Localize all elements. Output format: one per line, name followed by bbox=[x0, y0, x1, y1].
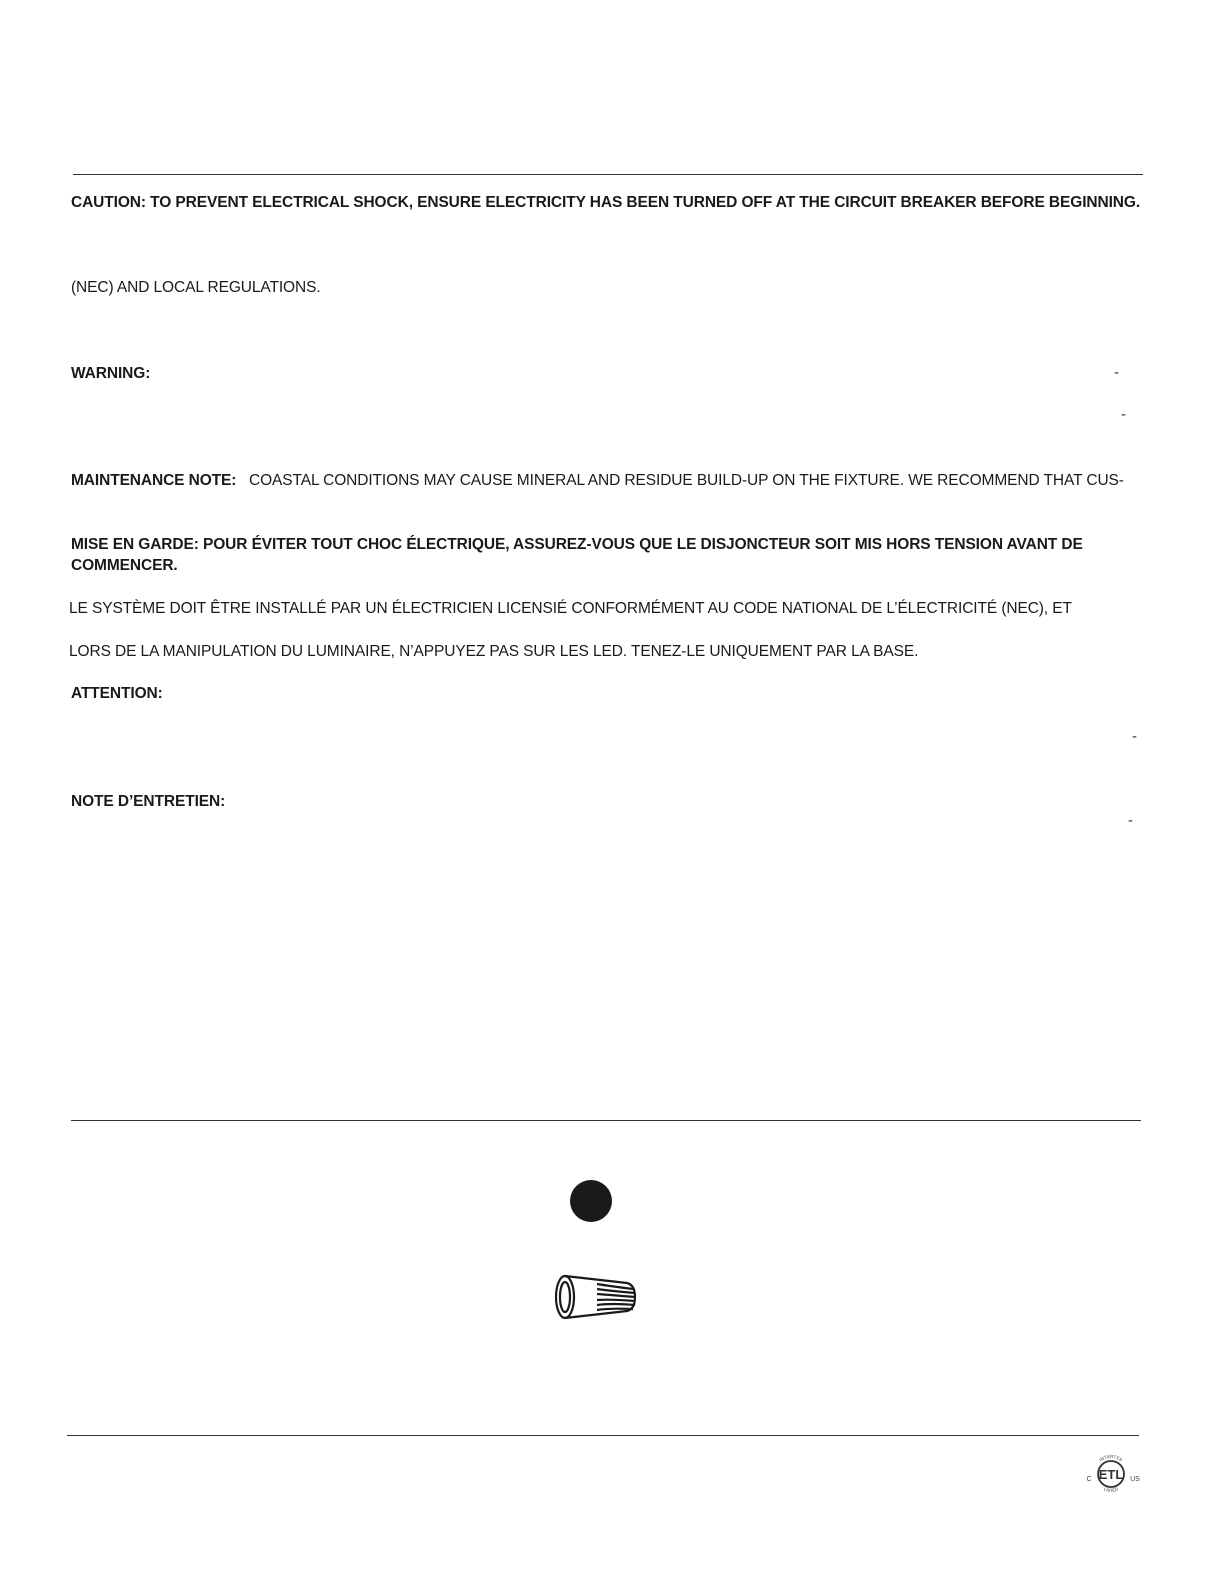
maintenance-label: MAINTENANCE NOTE: bbox=[71, 472, 237, 489]
hyphen-mark: - bbox=[1114, 364, 1119, 381]
etl-arc-bottom: LISTED bbox=[1103, 1486, 1119, 1494]
black-circle-hardware-icon bbox=[566, 1176, 616, 1226]
caution-fr-line2: COMMENCER. bbox=[71, 557, 178, 574]
hyphen-mark: - bbox=[1132, 728, 1137, 745]
note-fr-label: NOTE D’ENTRETIEN: bbox=[71, 793, 226, 810]
etl-arc-top: INTERTEK bbox=[1098, 1453, 1124, 1463]
handling-fr: LORS DE LA MANIPULATION DU LUMINAIRE, N’APPUYEZ PAS SUR LES LED. TENEZ-LE UNIQUEMENT PAR LA BASE. bbox=[69, 643, 919, 660]
etl-left-text: C bbox=[1086, 1476, 1092, 1483]
hyphen-mark: - bbox=[1121, 406, 1126, 423]
hyphen-mark: - bbox=[1128, 812, 1133, 829]
install-fr: LE SYSTÈME DOIT ÊTRE INSTALLÉ PAR UN ÉLECTRICIEN LICENSIÉ CONFORMÉMENT AU CODE NATIONAL DE L’ÉLECTRICITÉ (NEC), ET bbox=[69, 600, 1072, 617]
attention-label: ATTENTION: bbox=[71, 685, 163, 702]
etl-listed-logo bbox=[1084, 1448, 1144, 1500]
warning-label: WARNING: bbox=[71, 365, 151, 382]
nec-regulations-line: (NEC) AND LOCAL REGULATIONS. bbox=[71, 279, 321, 296]
etl-right-text: US bbox=[1130, 1476, 1140, 1483]
top-divider bbox=[73, 174, 1143, 175]
maintenance-note bbox=[71, 471, 1124, 491]
etl-text: ETL bbox=[1098, 1467, 1124, 1482]
hardware-divider bbox=[71, 1120, 1141, 1121]
footer-divider bbox=[67, 1435, 1139, 1436]
maintenance-text: COASTAL CONDITIONS MAY CAUSE MINERAL AND RESIDUE BUILD-UP ON THE FIXTURE. WE RECOMMEND THAT CUS- bbox=[248, 472, 1124, 489]
caution-fr-line1: MISE EN GARDE: POUR ÉVITER TOUT CHOC ÉLECTRIQUE, ASSUREZ-VOUS QUE LE DISJONCTEUR SOIT MIS HORS TENSION AVANT DE bbox=[71, 536, 1083, 553]
caution-en: CAUTION: TO PREVENT ELECTRICAL SHOCK, ENSURE ELECTRICITY HAS BEEN TURNED OFF AT THE CIRCUIT BREAKER BEFORE BEGINNING. bbox=[71, 194, 1141, 211]
wire-nut-icon bbox=[551, 1271, 641, 1323]
